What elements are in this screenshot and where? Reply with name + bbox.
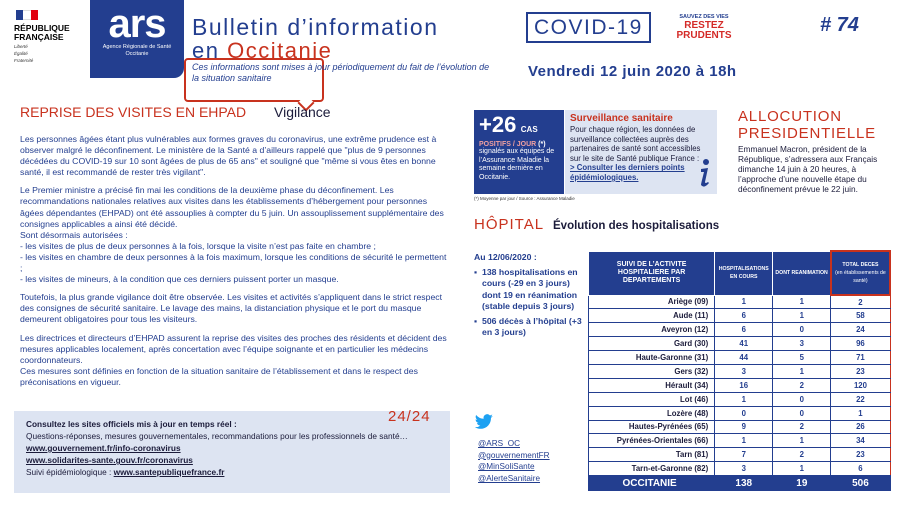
stay-line3: PRUDENTS xyxy=(676,30,732,41)
table-row xyxy=(589,295,891,309)
positives-number: +26 xyxy=(479,112,517,137)
cell-rea: 0 xyxy=(773,406,831,420)
region-name: Occitanie xyxy=(227,38,333,63)
visits-title: REPRISE DES VISITES EN EHPAD xyxy=(20,104,247,120)
ars-logo-sub2: Occitanie xyxy=(125,51,149,57)
cell-rea: 3 xyxy=(773,337,831,351)
visits-p2-item1: - les visites de plus de deux personnes à la fois, lorsque la visite n’est pas faite en chambre ; xyxy=(20,240,376,251)
suivi-label: Suivi épidémiologique : xyxy=(26,467,112,477)
table-row xyxy=(589,323,891,337)
col-header-dept: SUIVI DE L’ACTIVITE HOSPITALIERE PAR DEPARTEMENTS xyxy=(589,251,715,295)
republic-line2: FRANÇAISE xyxy=(14,32,64,42)
visits-paragraph-4 xyxy=(20,333,448,388)
cell-hosp: 3 xyxy=(715,364,773,378)
cell-rea: 2 xyxy=(773,448,831,462)
visits-p4-text-b: Ces mesures sont définies en fonction de la situation sanitaire de l’établissement et dans le respect des préconisations en vigueur. xyxy=(20,365,418,387)
table-row xyxy=(589,462,891,476)
table-row xyxy=(589,364,891,378)
cell-deces: 120 xyxy=(831,378,890,392)
cell-rea: 2 xyxy=(773,378,831,392)
cell-hosp: 16 xyxy=(715,378,773,392)
cell-deces: 23 xyxy=(831,364,890,378)
link-solidarites-sante[interactable]: www.solidarites-sante.gouv.fr/coronavirus xyxy=(26,455,193,465)
hospital-title: HÔPITAL xyxy=(474,216,545,233)
hospital-summary xyxy=(474,252,586,342)
total-rea: 19 xyxy=(773,476,831,491)
cell-deces: 2 xyxy=(831,295,890,309)
hospital-table-body xyxy=(589,295,891,491)
stay-line2: RESTEZ xyxy=(684,20,724,31)
col-header-rea: DONT REANIMATION xyxy=(773,251,831,295)
cell-hosp: 9 xyxy=(715,420,773,434)
visits-p2-item2: - les visites en chambre de deux personnes à la fois maximum, lorsque les conditions de sécurité le permettent ; xyxy=(20,251,447,274)
link-gouvernement[interactable]: www.gouvernement.fr/info-coronavirus xyxy=(26,443,181,453)
hospital-subtitle: Évolution des hospitalisations xyxy=(553,220,720,232)
info-icon xyxy=(696,158,714,188)
hospital-table xyxy=(588,250,891,491)
cell-rea: 1 xyxy=(773,462,831,476)
cell-hosp: 7 xyxy=(715,448,773,462)
twitter-handle[interactable]: @MinSoliSante xyxy=(478,462,535,472)
cell-hosp: 6 xyxy=(715,323,773,337)
cell-dept: Gers (32) xyxy=(589,364,715,378)
cell-dept: Aude (11) xyxy=(589,309,715,323)
cell-rea: 1 xyxy=(773,364,831,378)
french-flag-icon xyxy=(16,10,38,20)
cell-deces: 24 xyxy=(831,323,890,337)
positives-box xyxy=(474,110,564,194)
visits-body xyxy=(20,134,448,395)
bulletin-subtitle: Ces informations sont mises à jour périodiquement du fait de l’évolution de la situation sanitaire xyxy=(192,62,490,83)
allocution-title-2: PRESIDENTIELLE xyxy=(738,125,876,142)
ars-logo xyxy=(90,0,184,78)
twitter-handles xyxy=(478,438,550,484)
link-sante-publique[interactable]: www.santepubliquefrance.fr xyxy=(113,467,225,477)
visits-p2-intro: Sont désormais autorisées : xyxy=(20,229,128,240)
cell-dept: Hautes-Pyrénées (65) xyxy=(589,420,715,434)
table-row xyxy=(589,309,891,323)
table-row xyxy=(589,406,891,420)
cell-deces: 96 xyxy=(831,337,890,351)
table-row xyxy=(589,378,891,392)
allocution-text: Emmanuel Macron, président de la République, s’adressera aux Français dimanche 14 juin à 20 heures, à l’approche d’une nouvelle étape du déconfinement prévue le 22 juin. xyxy=(738,144,878,194)
stay-line1: SAUVEZ DES VIES xyxy=(679,14,729,20)
cell-deces: 22 xyxy=(831,392,890,406)
cell-rea: 1 xyxy=(773,434,831,448)
total-dept: OCCITANIE xyxy=(589,476,715,491)
cell-rea: 5 xyxy=(773,351,831,365)
cell-rea: 1 xyxy=(773,309,831,323)
bulletin-date: Vendredi 12 juin 2020 à 18h xyxy=(528,63,737,80)
cell-hosp: 1 xyxy=(715,392,773,406)
surveillance-title: Surveillance sanitaire xyxy=(570,113,673,124)
twitter-bird-icon xyxy=(474,414,494,430)
cell-dept: Gard (30) xyxy=(589,337,715,351)
links-title: Consultez les sites officiels mis à jour en temps réel : xyxy=(26,419,237,429)
visits-paragraph-3: Toutefois, la plus grande vigilance doit être observée. Les visites et activités s’appliquent dans le strict respect des consignes de sécurité sanitaire. Le lavage des mains, la distanciation physique et le port du masque demeurent obligatoires pour tous les visiteurs. xyxy=(20,292,443,325)
positives-desc: signalés aux équipes de l’Assurance Maladie la semaine dernière en Occitanie. xyxy=(479,148,555,181)
total-deces: 506 xyxy=(831,476,890,491)
cell-deces: 71 xyxy=(831,351,890,365)
cell-dept: Aveyron (12) xyxy=(589,323,715,337)
motto-2: Égalité xyxy=(14,51,28,56)
twitter-handle[interactable]: @AlerteSanitaire xyxy=(478,473,541,483)
cell-deces: 34 xyxy=(831,434,890,448)
cell-deces: 58 xyxy=(831,309,890,323)
cell-deces: 23 xyxy=(831,448,890,462)
ars-logo-text: ars xyxy=(108,2,166,46)
cell-hosp: 6 xyxy=(715,309,773,323)
col-header-deces-sub: (en établissements de santé) xyxy=(835,270,886,284)
cell-rea: 1 xyxy=(773,295,831,309)
col-header-hosp: HOSPITALISATIONS EN COURS xyxy=(715,251,773,295)
table-row xyxy=(589,420,891,434)
cell-hosp: 41 xyxy=(715,337,773,351)
surveillance-link[interactable]: > Consulter les derniers points épidémiologiques. xyxy=(570,163,685,182)
visits-paragraph-2 xyxy=(20,185,448,285)
positives-star: (*) xyxy=(538,141,546,148)
cell-hosp: 3 xyxy=(715,462,773,476)
twitter-handle[interactable]: @gouvernementFR xyxy=(478,450,550,460)
cell-dept: Haute-Garonne (31) xyxy=(589,351,715,365)
restez-prudents-logo xyxy=(672,13,736,41)
twitter-handle[interactable]: @ARS_OC xyxy=(478,439,520,448)
cell-rea: 0 xyxy=(773,392,831,406)
republic-line1: RÉPUBLIQUE xyxy=(14,23,70,33)
region-prefix: en xyxy=(192,38,220,63)
positives-note: (*) Moyenne par jour / Source : Assurance Maladie xyxy=(474,196,575,201)
col-header-deces-label: TOTAL DECES xyxy=(842,262,879,268)
cell-rea: 0 xyxy=(773,323,831,337)
cell-dept: Lot (46) xyxy=(589,392,715,406)
cell-hosp: 1 xyxy=(715,295,773,309)
cell-dept: Pyrénées-Orientales (66) xyxy=(589,434,715,448)
cell-dept: Tarn (81) xyxy=(589,448,715,462)
allocution-title-1: ALLOCUTION xyxy=(738,108,842,125)
surveillance-text: Pour chaque région, les données de surveillance collectées auprès des partenaires de santé sont accessibles sur le site de Santé publique France : xyxy=(570,125,701,163)
table-row xyxy=(589,434,891,448)
cell-deces: 1 xyxy=(831,406,890,420)
total-hosp: 138 xyxy=(715,476,773,491)
covid-badge: COVID-19 xyxy=(526,12,651,43)
table-row xyxy=(589,337,891,351)
cell-hosp: 1 xyxy=(715,434,773,448)
visits-tag: Vigilance xyxy=(274,104,331,120)
links-desc: Questions-réponses, mesures gouvernementales, recommandations pour les professionnels de santé… xyxy=(26,431,408,441)
visits-p2-item3: - les visites de mineurs, à la condition que ces derniers puissent porter un masque. xyxy=(20,274,339,285)
bulletin-title: Bulletin d’information xyxy=(192,14,439,40)
motto-3: Fraternité xyxy=(14,58,34,63)
cell-dept: Ariège (09) xyxy=(589,295,715,309)
republique-francaise-logo xyxy=(14,8,90,72)
cell-deces: 6 xyxy=(831,462,890,476)
positives-unit: CAS xyxy=(520,125,538,134)
official-links-box xyxy=(14,411,450,493)
visits-paragraph-1: Les personnes âgées étant plus vulnérables aux formes graves du coronavirus, une extrême prudence est à observer malgré le déconfinement. Le ministère de la Santé a d’ailleurs rappelé que "plus de 9 personnes décédées du COVID-19 sur 10 sont âgées de plus de 65 ans" et souligné que "même si vous êtes en bonne santé, il est recommandé de rester très vigilant". xyxy=(20,134,437,178)
cell-rea: 2 xyxy=(773,420,831,434)
col-header-deces xyxy=(831,251,890,295)
cell-dept: Tarn-et-Garonne (82) xyxy=(589,462,715,476)
motto-1: Liberté xyxy=(14,44,28,49)
allocution-title xyxy=(738,108,876,142)
badge-24-24: 24/24 xyxy=(388,408,431,425)
table-row xyxy=(589,392,891,406)
positives-label: POSITIFS / JOUR xyxy=(479,141,537,148)
cell-hosp: 0 xyxy=(715,406,773,420)
hospital-date: Au 12/06/2020 : xyxy=(474,252,537,262)
cell-dept: Hérault (34) xyxy=(589,378,715,392)
table-row xyxy=(589,448,891,462)
issue-number: # 74 xyxy=(820,14,859,36)
cell-dept: Lozère (48) xyxy=(589,406,715,420)
ars-logo-sub1: Agence Régionale de Santé xyxy=(102,44,172,50)
table-row xyxy=(589,351,891,365)
hospital-item-2: ▪ 506 décès à l’hôpital (+3 en 3 jours) xyxy=(474,316,586,338)
surveillance-box xyxy=(565,110,717,194)
hospital-item-1: ▪ 138 hospitalisations en cours (-29 en 3 jours) dont 19 en réanimation (stable depuis 3 jours) xyxy=(474,267,586,312)
cell-deces: 26 xyxy=(831,420,890,434)
visits-p2-text: Le Premier ministre a précisé fin mai les conditions de la deuxième phase du déconfinement. Les recommandations nationales relatives aux visites dans les établissements d’hébergement pour personnes âgées dépendantes (EHPAD) ont été assouplies à compter du 5 juin. Un assouplissement supplémentaire des consignes applicables a ainsi été décidé. xyxy=(20,185,444,229)
cell-hosp: 44 xyxy=(715,351,773,365)
table-total-row xyxy=(589,476,891,491)
visits-p4-text: Les directrices et directeurs d’EHPAD assurent la reprise des visites des proches des résidents et décident des mesures applicables localement, après concertation avec l’équipe soignante et en particulier les médecins coordonnateurs. xyxy=(20,332,447,365)
